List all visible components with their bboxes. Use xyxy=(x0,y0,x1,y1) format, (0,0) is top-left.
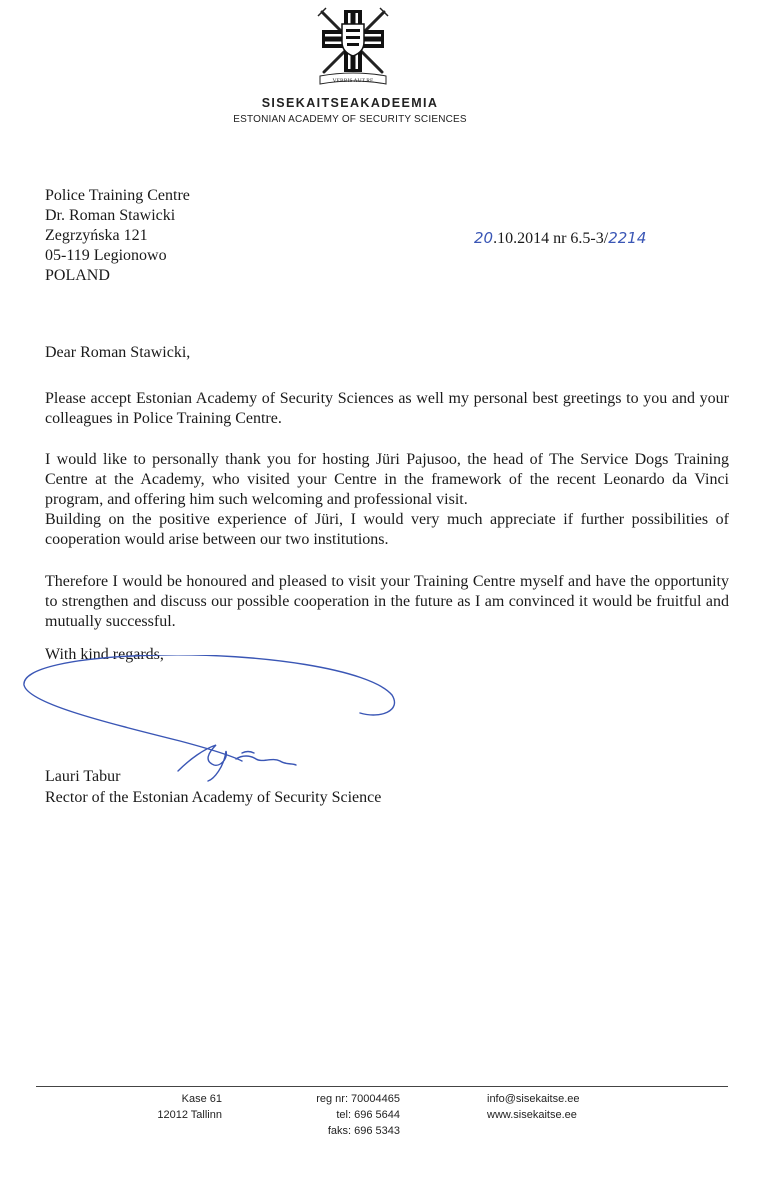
recipient-address xyxy=(45,186,190,286)
closing: With kind regards, xyxy=(45,646,164,663)
recipient-line: Zegrzyńska 121 xyxy=(45,227,148,244)
handwritten-day: 20 xyxy=(474,229,494,247)
footer-email: info@sisekaitse.ee xyxy=(487,1093,580,1105)
paragraph: Please accept Estonian Academy of Security Sciences as well my personal best greetings to you and your colleagues in Police Training Centre. xyxy=(45,390,729,427)
footer-address-line: Kase 61 xyxy=(181,1093,222,1105)
footer-fax: faks: 696 5343 xyxy=(327,1125,400,1137)
footer-phone: tel: 696 5644 xyxy=(336,1109,400,1121)
recipient-line: Dr. Roman Stawicki xyxy=(45,207,176,224)
organization-name: SISEKAITSEAKADEEMIA xyxy=(261,96,439,110)
printed-reference: .10.2014 nr 6.5-3/ xyxy=(493,230,609,247)
organization-subtitle: ESTONIAN ACADEMY OF SECURITY SCIENCES xyxy=(233,114,467,125)
paragraph-group xyxy=(45,450,729,550)
paragraph: I would like to personally thank you for hosting Jüri Pajusoo, the head of The Service Dogs Training Centre at the Academy, who visited your Centre in the framework of the recent Leonardo da Vinci program, and offering him such welcoming and professional visit. xyxy=(45,451,729,508)
handwritten-signature xyxy=(10,655,410,785)
footer-address-line: 12012 Tallinn xyxy=(157,1109,222,1121)
academy-emblem xyxy=(316,4,390,90)
emblem-motto: VERBIS AUT RE xyxy=(332,78,374,84)
paragraph: Therefore I would be honoured and pleased to visit your Training Centre myself and have the opportunity to strengthen and discuss our possible cooperation in the future as I am convinced it would be fruitful and mutually successful. xyxy=(45,573,729,630)
footer-divider xyxy=(36,1086,728,1087)
footer-registry xyxy=(300,1091,400,1139)
recipient-line: 05-119 Legionowo xyxy=(45,247,167,264)
recipient-line: POLAND xyxy=(45,267,110,284)
signatory-name: Lauri Tabur xyxy=(45,768,121,785)
date-reference xyxy=(474,229,646,248)
footer-address xyxy=(120,1091,222,1123)
paragraph: Building on the positive experience of Jüri, I would very much appreciate if further possibilities of cooperation would arise between our two institutions. xyxy=(45,511,729,548)
footer-website: www.sisekaitse.ee xyxy=(487,1109,577,1121)
greeting: Dear Roman Stawicki, xyxy=(45,344,191,361)
footer-registry-line: reg nr: 70004465 xyxy=(316,1093,400,1105)
signatory-title: Rector of the Estonian Academy of Security Science xyxy=(45,789,382,806)
handwritten-number: 2214 xyxy=(608,229,647,247)
recipient-line: Police Training Centre xyxy=(45,187,190,204)
footer-contact xyxy=(487,1091,580,1123)
